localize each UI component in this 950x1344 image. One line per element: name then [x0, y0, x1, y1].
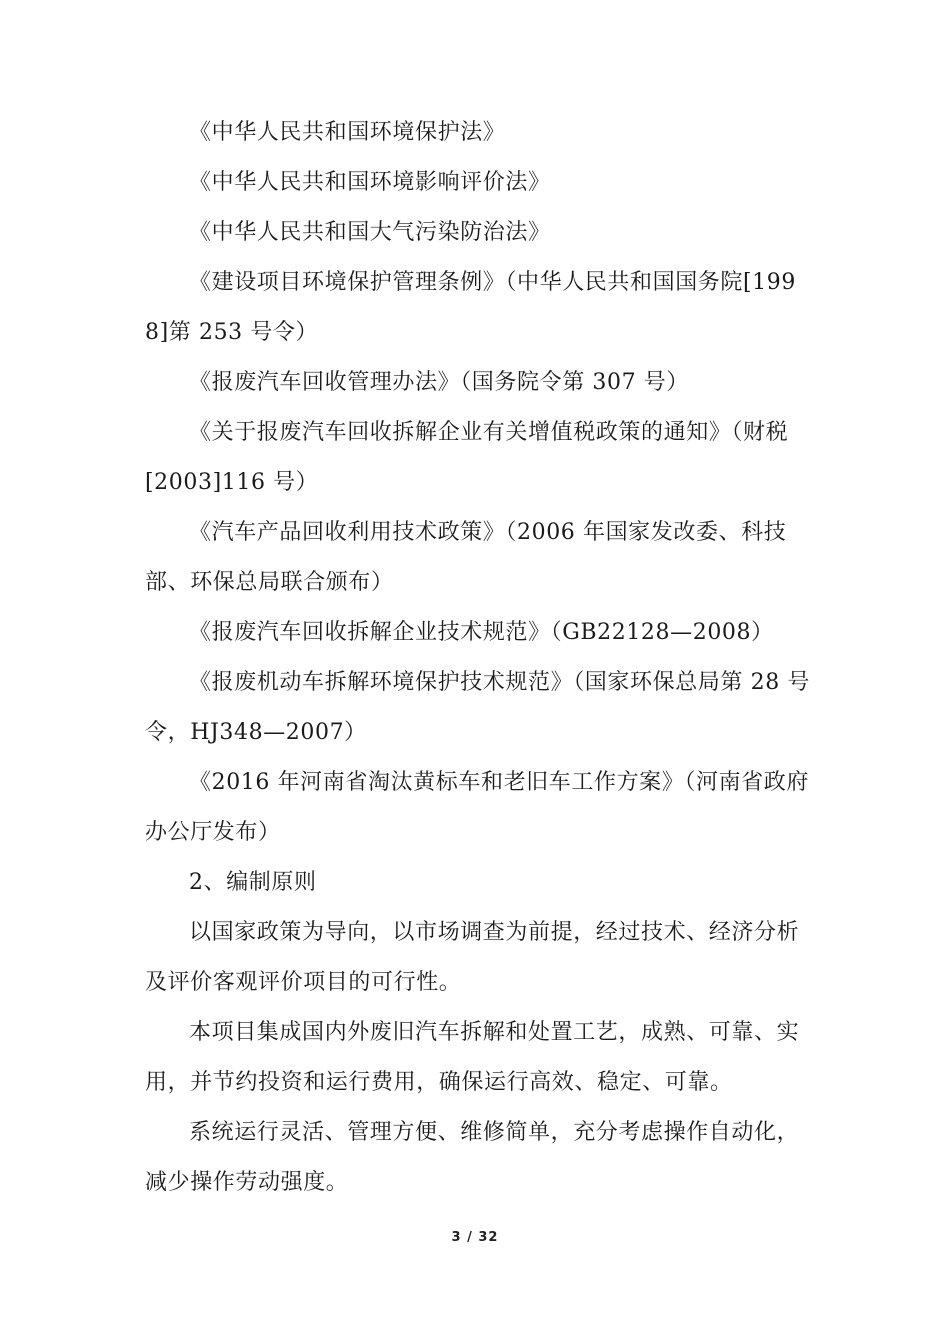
policy-reference-auto-recycling: 《汽车产品回收利用技术政策》（2006 年国家发改委、科技部、环保总局联合颁布）	[145, 520, 787, 595]
principle-paragraph-3: 系统运行灵活、管理方便、维修简单，充分考虑操作自动化，减少操作劳动强度。	[145, 1120, 800, 1195]
principle-paragraph-2: 本项目集成国内外废旧汽车拆解和处置工艺，成熟、可靠、实用，并节约投资和运行费用，确保运行高效、稳定、可靠。	[145, 1020, 800, 1095]
section-heading-principles: 2、编制原则	[189, 870, 317, 895]
standard-reference-environmental-spec: 《报废机动车拆解环境保护技术规范》（国家环保总局第 28 号令，HJ348—2007）	[145, 670, 810, 745]
plan-reference-henan-2016: 《2016 年河南省淘汰黄标车和老旧车工作方案》（河南省政府办公厅发布）	[145, 770, 809, 845]
page-number: 3 / 32	[451, 1230, 499, 1245]
regulation-reference-scrapped-vehicle-recycling: 《报废汽车回收管理办法》（国务院令第 307 号）	[189, 370, 689, 395]
law-reference-air-pollution: 《中华人民共和国大气污染防治法》	[189, 220, 551, 245]
standard-reference-dismantling-spec: 《报废汽车回收拆解企业技术规范》（GB22128—2008）	[189, 620, 774, 645]
law-reference-environmental-impact: 《中华人民共和国环境影响评价法》	[189, 170, 551, 195]
principle-paragraph-1: 以国家政策为导向，以市场调查为前提，经过技术、经济分析及评价客观评价项目的可行性。	[145, 920, 800, 995]
notice-reference-vat-policy: 《关于报废汽车回收拆解企业有关增值税政策的通知》（财税[2003]116 号）	[145, 420, 789, 495]
document-body	[145, 108, 810, 1208]
law-reference-environmental-protection: 《中华人民共和国环境保护法》	[189, 120, 506, 145]
regulation-reference-construction-project: 《建设项目环境保护管理条例》（中华人民共和国国务院[1998]第 253 号令）	[145, 270, 796, 345]
